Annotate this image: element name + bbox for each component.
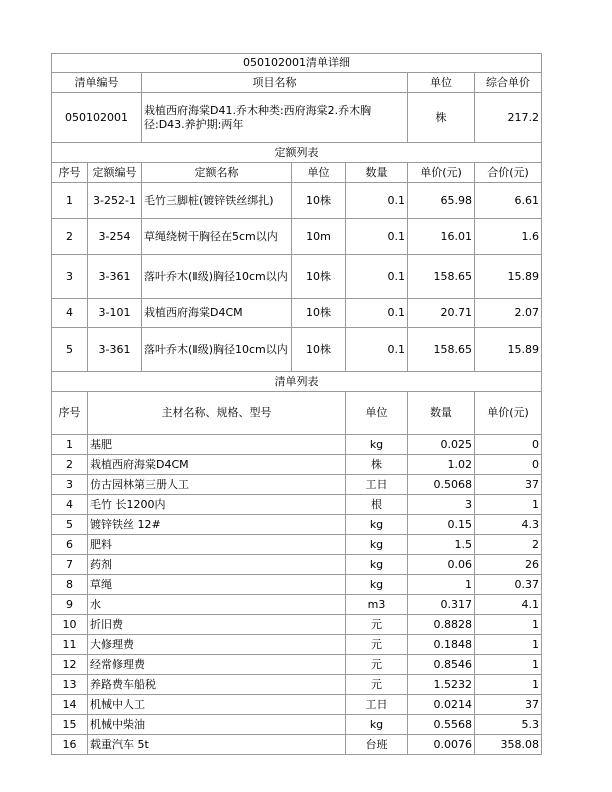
material-cell-name: 水 xyxy=(88,595,346,615)
material-cell-seq: 2 xyxy=(52,455,88,475)
quota-cell-unit: 10株 xyxy=(292,299,346,328)
quota-cell-unit: 10株 xyxy=(292,183,346,219)
quota-row xyxy=(52,255,542,299)
materials-header-name: 主材名称、规格、型号 xyxy=(88,392,346,435)
material-row xyxy=(52,695,542,715)
quota-cell-qty: 0.1 xyxy=(346,255,408,299)
material-row xyxy=(52,535,542,555)
material-cell-qty: 0.15 xyxy=(408,515,475,535)
material-cell-name: 毛竹 长1200内 xyxy=(88,495,346,515)
material-cell-seq: 15 xyxy=(52,715,88,735)
material-row xyxy=(52,655,542,675)
material-cell-unit: 元 xyxy=(346,615,408,635)
material-row xyxy=(52,675,542,695)
quota-cell-seq: 4 xyxy=(52,299,88,328)
material-cell-name: 药剂 xyxy=(88,555,346,575)
material-cell-seq: 1 xyxy=(52,435,88,455)
material-cell-name: 机械中人工 xyxy=(88,695,346,715)
material-cell-price: 1 xyxy=(475,615,542,635)
quota-row xyxy=(52,219,542,255)
material-cell-price: 0 xyxy=(475,435,542,455)
quota-row xyxy=(52,299,542,328)
item-code: 050102001 xyxy=(52,93,142,143)
material-cell-price: 1 xyxy=(475,635,542,655)
material-cell-price: 1 xyxy=(475,675,542,695)
materials-header-price: 单价(元) xyxy=(475,392,542,435)
material-cell-price: 358.08 xyxy=(475,735,542,755)
material-cell-price: 26 xyxy=(475,555,542,575)
quota-cell-name: 落叶乔木(Ⅱ级)胸径10cm以内 xyxy=(142,255,292,299)
quota-cell-qty: 0.1 xyxy=(346,299,408,328)
quota-cell-total: 1.6 xyxy=(475,219,542,255)
material-cell-qty: 1 xyxy=(408,575,475,595)
quota-header-code: 定额编号 xyxy=(88,163,142,183)
quota-header-price: 单价(元) xyxy=(408,163,475,183)
material-cell-unit: kg xyxy=(346,515,408,535)
quota-cell-code: 3-101 xyxy=(88,299,142,328)
quota-cell-total: 6.61 xyxy=(475,183,542,219)
quota-header-unit: 单位 xyxy=(292,163,346,183)
quota-cell-price: 158.65 xyxy=(408,328,475,372)
material-row xyxy=(52,455,542,475)
material-cell-unit: 元 xyxy=(346,675,408,695)
material-cell-qty: 3 xyxy=(408,495,475,515)
material-cell-unit: 株 xyxy=(346,455,408,475)
quota-cell-seq: 5 xyxy=(52,328,88,372)
material-cell-name: 载重汽车 5t xyxy=(88,735,346,755)
material-cell-seq: 9 xyxy=(52,595,88,615)
material-cell-qty: 0.06 xyxy=(408,555,475,575)
materials-header-qty: 数量 xyxy=(408,392,475,435)
material-cell-qty: 0.025 xyxy=(408,435,475,455)
quota-cell-unit: 10株 xyxy=(292,328,346,372)
quota-cell-price: 158.65 xyxy=(408,255,475,299)
quota-cell-seq: 1 xyxy=(52,183,88,219)
material-cell-name: 经常修理费 xyxy=(88,655,346,675)
quota-cell-unit: 10株 xyxy=(292,255,346,299)
quota-cell-name: 栽植西府海棠D4CM xyxy=(142,299,292,328)
quota-cell-name: 草绳绕树干胸径在5cm以内 xyxy=(142,219,292,255)
quota-cell-qty: 0.1 xyxy=(346,183,408,219)
materials-header-seq: 序号 xyxy=(52,392,88,435)
material-cell-seq: 8 xyxy=(52,575,88,595)
material-cell-qty: 0.0076 xyxy=(408,735,475,755)
material-cell-price: 0.37 xyxy=(475,575,542,595)
material-cell-name: 肥料 xyxy=(88,535,346,555)
material-cell-qty: 1.5232 xyxy=(408,675,475,695)
header-item-name: 项目名称 xyxy=(142,73,408,93)
quota-cell-code: 3-361 xyxy=(88,328,142,372)
materials-header-unit: 单位 xyxy=(346,392,408,435)
quota-cell-seq: 3 xyxy=(52,255,88,299)
quota-cell-seq: 2 xyxy=(52,219,88,255)
material-row xyxy=(52,495,542,515)
material-cell-price: 37 xyxy=(475,695,542,715)
material-cell-unit: 根 xyxy=(346,495,408,515)
material-row xyxy=(52,615,542,635)
material-cell-price: 4.3 xyxy=(475,515,542,535)
material-cell-unit: 台班 xyxy=(346,735,408,755)
material-cell-name: 镀锌铁丝 12# xyxy=(88,515,346,535)
quota-row xyxy=(52,328,542,372)
quota-header-qty: 数量 xyxy=(346,163,408,183)
material-cell-qty: 0.1848 xyxy=(408,635,475,655)
material-cell-name: 大修理费 xyxy=(88,635,346,655)
material-cell-unit: kg xyxy=(346,575,408,595)
material-cell-seq: 12 xyxy=(52,655,88,675)
material-cell-unit: 元 xyxy=(346,635,408,655)
material-cell-seq: 14 xyxy=(52,695,88,715)
material-cell-price: 5.3 xyxy=(475,715,542,735)
quota-cell-total: 15.89 xyxy=(475,255,542,299)
material-cell-qty: 1.02 xyxy=(408,455,475,475)
material-cell-seq: 11 xyxy=(52,635,88,655)
quota-cell-qty: 0.1 xyxy=(346,328,408,372)
bill-item-row xyxy=(52,93,542,143)
material-cell-seq: 4 xyxy=(52,495,88,515)
quota-cell-total: 2.07 xyxy=(475,299,542,328)
material-cell-name: 折旧费 xyxy=(88,615,346,635)
material-cell-name: 栽植西府海棠D4CM xyxy=(88,455,346,475)
quota-cell-total: 15.89 xyxy=(475,328,542,372)
quota-cell-code: 3-361 xyxy=(88,255,142,299)
material-cell-unit: 工日 xyxy=(346,475,408,495)
material-cell-qty: 0.5068 xyxy=(408,475,475,495)
material-cell-seq: 10 xyxy=(52,615,88,635)
material-cell-price: 1 xyxy=(475,495,542,515)
material-cell-qty: 0.317 xyxy=(408,595,475,615)
quota-cell-price: 16.01 xyxy=(408,219,475,255)
quota-header-row xyxy=(52,163,542,183)
material-cell-unit: 工日 xyxy=(346,695,408,715)
material-cell-unit: 元 xyxy=(346,655,408,675)
material-cell-unit: kg xyxy=(346,535,408,555)
item-price: 217.2 xyxy=(475,93,542,143)
material-cell-seq: 5 xyxy=(52,515,88,535)
material-cell-qty: 0.0214 xyxy=(408,695,475,715)
material-cell-price: 4.1 xyxy=(475,595,542,615)
material-cell-unit: kg xyxy=(346,715,408,735)
header-unit-price: 综合单价 xyxy=(475,73,542,93)
material-cell-seq: 13 xyxy=(52,675,88,695)
material-cell-unit: kg xyxy=(346,435,408,455)
header-unit: 单位 xyxy=(408,73,475,93)
quota-header-seq: 序号 xyxy=(52,163,88,183)
material-cell-price: 2 xyxy=(475,535,542,555)
material-row xyxy=(52,735,542,755)
material-cell-seq: 6 xyxy=(52,535,88,555)
quota-cell-code: 3-254 xyxy=(88,219,142,255)
material-cell-unit: kg xyxy=(346,555,408,575)
material-cell-seq: 7 xyxy=(52,555,88,575)
quota-row xyxy=(52,183,542,219)
quota-cell-price: 65.98 xyxy=(408,183,475,219)
quota-cell-code: 3-252-1 xyxy=(88,183,142,219)
material-cell-name: 草绳 xyxy=(88,575,346,595)
material-row xyxy=(52,715,542,735)
material-cell-name: 机械中柴油 xyxy=(88,715,346,735)
material-row xyxy=(52,435,542,455)
material-cell-seq: 3 xyxy=(52,475,88,495)
quota-header-name: 定额名称 xyxy=(142,163,292,183)
material-cell-qty: 1.5 xyxy=(408,535,475,555)
quota-cell-name: 落叶乔木(Ⅱ级)胸径10cm以内 xyxy=(142,328,292,372)
quota-cell-unit: 10m xyxy=(292,219,346,255)
material-cell-seq: 16 xyxy=(52,735,88,755)
material-cell-qty: 0.5568 xyxy=(408,715,475,735)
material-cell-name: 养路费车船税 xyxy=(88,675,346,695)
header-bill-code: 清单编号 xyxy=(52,73,142,93)
material-cell-unit: m3 xyxy=(346,595,408,615)
bill-detail-table xyxy=(51,53,542,755)
item-unit: 株 xyxy=(408,93,475,143)
materials-header-row xyxy=(52,392,542,435)
material-row xyxy=(52,555,542,575)
material-row xyxy=(52,635,542,655)
material-row xyxy=(52,575,542,595)
material-cell-price: 1 xyxy=(475,655,542,675)
quota-cell-price: 20.71 xyxy=(408,299,475,328)
material-row xyxy=(52,475,542,495)
material-cell-qty: 0.8546 xyxy=(408,655,475,675)
material-cell-name: 仿古园林第三册人工 xyxy=(88,475,346,495)
material-cell-name: 基肥 xyxy=(88,435,346,455)
item-name: 栽植西府海棠D41.乔木种类:西府海棠2.乔木胸径:D43.养护期:两年 xyxy=(142,93,408,143)
quota-cell-qty: 0.1 xyxy=(346,219,408,255)
quota-header-total: 合价(元) xyxy=(475,163,542,183)
material-cell-qty: 0.8828 xyxy=(408,615,475,635)
material-row xyxy=(52,515,542,535)
material-cell-price: 37 xyxy=(475,475,542,495)
material-row xyxy=(52,595,542,615)
material-cell-price: 0 xyxy=(475,455,542,475)
table-title: 050102001清单详细 xyxy=(52,54,542,73)
quota-cell-name: 毛竹三脚桩(镀锌铁丝绑扎) xyxy=(142,183,292,219)
quota-section-title: 定额列表 xyxy=(52,143,542,163)
materials-section-title: 清单列表 xyxy=(52,372,542,392)
